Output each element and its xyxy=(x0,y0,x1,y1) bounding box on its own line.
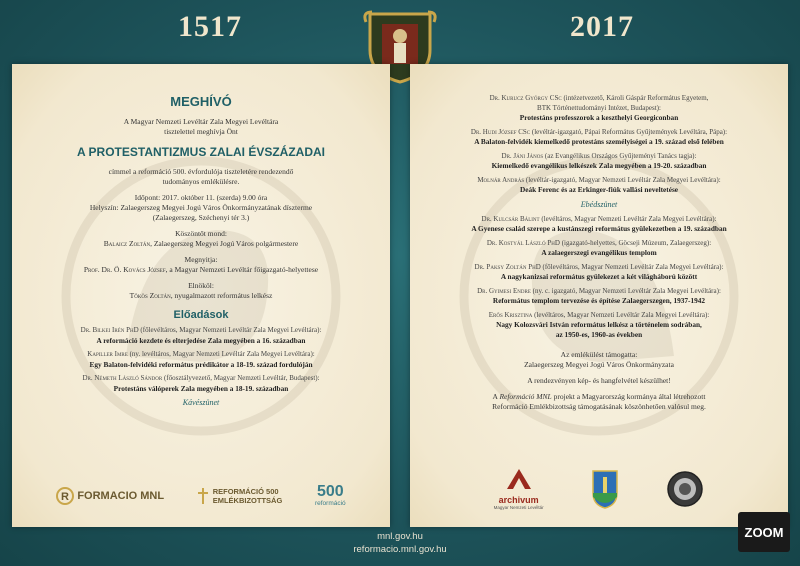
year-2017: 2017 xyxy=(570,10,634,43)
svg-text:R: R xyxy=(61,490,70,503)
sponsor-logos-left xyxy=(12,484,390,507)
talk-item: Dr. Kostyál László PhD (igazgató-helyettes, Göcseji Múzeum, Zalaegerszeg): A zalaegerszegi evangélikus templom xyxy=(486,238,712,257)
event-title: A PROTESTANTIZMUS ZALAI ÉVSZÁZADAI xyxy=(77,145,325,159)
talk-item: Dr. Jáni János (az Evangélikus Országos Gyűjteményi Tanács tagja): Kiemelkedő evangélikus lelkészek Zala megyében a 19-20. században xyxy=(491,151,707,170)
greeting-label: Köszöntőt mond: xyxy=(175,229,227,238)
lunch-break: Ebédszünet xyxy=(580,199,618,209)
project-line-2: Reformáció Emlékbizottság támogatásának köszönhetően valósul meg. xyxy=(492,402,706,411)
footer-links xyxy=(0,530,800,556)
invitation-panel-right xyxy=(410,64,788,527)
recording-notice: A rendezvényen kép- és hangfelvétel készülhet! xyxy=(527,376,671,385)
chair-person: Tőkös Zoltán, nyugalmazott református lelkész xyxy=(129,291,273,300)
talk-item: Dr. Hudi József CSc (levéltár-igazgató, Pápai Református Gyűjtemények Levéltára, Pápa): A Balaton-felvidék kiemelkedő protestáns személyiségei a 19. század első felében xyxy=(470,127,728,146)
formacio-r-icon xyxy=(56,487,74,505)
talk-item: Kapiller Imre (ny. levéltáros, Magyar Nemzeti Levéltár Zala Megyei Levéltára): Egy Balaton-felvidéki református prédikátor a 18-19. század fordulóján xyxy=(87,350,315,369)
support-org: Zalaegerszeg Megyei Jogú Város Önkormányzata xyxy=(524,360,674,369)
zoom-badge: ZOOM xyxy=(738,512,790,552)
talk-item: Molnár András (levéltár-igazgató, Magyar Nemzeti Levéltár Zala Megyei Levéltára): Deák Ferenc és az Erkinger-fiúk vallási neveltetése xyxy=(477,175,721,194)
zalaegerszeg-coat-of-arms-icon xyxy=(591,469,619,509)
talk-item: Dr. Bilkei Irén PhD (főlevéltáros, Magyar Nemzeti Levéltár Zala Megyei Levéltára): A reformáció kezdete és elterjedése Zala megyében a 16. században xyxy=(80,326,322,345)
footer-url-2[interactable]: reformacio.mnl.gov.hu xyxy=(353,544,447,555)
chair-label: Elnököl: xyxy=(188,281,214,290)
sponsor-logos-right xyxy=(410,468,788,510)
event-place-2: (Zalaegerszeg, Széchenyi tér 3.) xyxy=(152,213,250,222)
footer-url-1[interactable]: mnl.gov.hu xyxy=(377,531,423,542)
talk-item: Dr. Gyimesi Endre (ny. c. igazgató, Magyar Nemzeti Levéltár Zala Megyei Levéltára): Református templom tervezése és építése Zalaegerszegen, 1937-1942 xyxy=(477,286,721,305)
talk-item: Dr. Kurucz György CSc (intézetvezető, Károli Gáspár Református Egyetem, BTK Történettudományi Intézet, Budapest): Protestáns professzorok a keszthelyi Georgiconban xyxy=(489,94,709,122)
archivum-a-icon xyxy=(506,468,532,490)
cross-icon xyxy=(197,487,209,505)
greeting-person: Balaicz Zoltán, Zalaegerszeg Megyei Jogú Város polgármestere xyxy=(103,239,299,248)
talks-heading: Előadások xyxy=(173,309,229,321)
coffee-break: Kávészünet xyxy=(182,398,220,407)
formacio-logo: R FORMACIO MNL xyxy=(56,487,164,505)
support-label: Az emlékülést támogatta: xyxy=(560,350,638,359)
intro-line-1: A Magyar Nemzeti Levéltár Zala Megyei Levéltára xyxy=(123,117,279,126)
reformacio-500-logo: 500 reformáció xyxy=(314,483,346,507)
intro-line-2: tisztelettel meghívja Önt xyxy=(164,127,238,136)
subtitle-line-1: címmel a reformáció 500. évfordulója tiszteletére rendezendő xyxy=(108,167,294,176)
subtitle-line-2: tudományos emlékülésre. xyxy=(162,177,240,186)
archivum-logo: archivum Magyar Nemzeti Levéltár xyxy=(494,468,544,510)
emlekbizottsag-logo: REFORMÁCIÓ 500 EMLÉKBIZOTTSÁG xyxy=(197,487,283,505)
opening-person: Prof. Dr. Ö. Kovács József, a Magyar Nemzeti Levéltár főigazgató-helyettese xyxy=(83,265,319,274)
project-line-1: A Reformáció MNL projekt a Magyarország kormánya által létrehozott xyxy=(492,392,706,401)
invitation-heading: MEGHÍVÓ xyxy=(170,94,232,109)
invitation-panel-left xyxy=(12,64,390,527)
year-1517: 1517 xyxy=(178,10,242,43)
opening-label: Megnyitja: xyxy=(184,255,218,264)
talk-item: Dr. Németh László Sándor (főosztályvezető, Magyar Nemzeti Levéltár, Budapest): Protestáns válóperek Zala megyében a 18-19. században xyxy=(82,374,320,393)
talk-item: Erős Krisztina (levéltáros, Magyar Nemzeti Levéltár Zala Megyei Levéltára): Nagy Kolozsvári István református lelkész a történelem sodrában, az 1950-es, 1960-as években xyxy=(488,310,710,339)
event-place-1: Helyszín: Zalaegerszeg Megyei Jogú Város Önkormányzatának díszterme xyxy=(89,203,313,212)
talk-item: Dr. Paksy Zoltán PhD (főlevéltáros, Magyar Nemzeti Levéltár Zala Megyei Levéltára): A nagykanizsai református gyülekezet a két világháború között xyxy=(474,262,724,281)
talk-item: Dr. Kulcsár Bálint (levéltáros, Magyar Nemzeti Levéltár Zala Megyei Levéltára): A Gyenese család szerepe a kustánszegi református gyülekezetben a 19. században xyxy=(471,214,727,233)
archive-seal-icon xyxy=(666,470,704,508)
event-date: Időpont: 2017. október 11. (szerda) 9.00 óra xyxy=(134,193,268,202)
